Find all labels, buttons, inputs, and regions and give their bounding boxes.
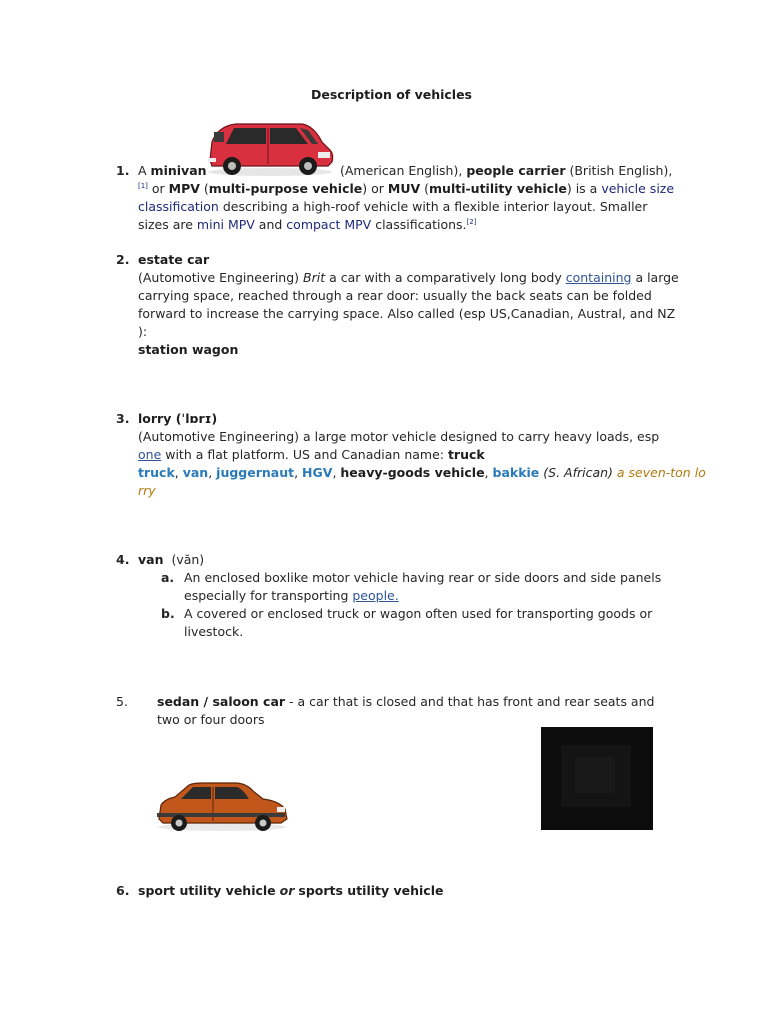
item-6-line-1 xyxy=(138,882,443,900)
term-station-wagon: station wagon xyxy=(138,342,239,357)
term-muv: MUV xyxy=(387,181,421,196)
subitem-a-line-1: An enclosed boxlike motor vehicle having rear or side doors and side panels xyxy=(184,570,662,585)
example-rry: rry xyxy=(138,483,156,498)
example-seven-ton: a seven-ton lo xyxy=(616,465,706,480)
link-van[interactable]: van xyxy=(182,465,209,480)
link-containing[interactable]: containing xyxy=(565,270,632,285)
item-2-line-1 xyxy=(138,269,679,287)
item-5-line-2: two or four doors xyxy=(157,712,265,727)
pronunciation-van: (văn) xyxy=(171,552,205,567)
term-sedan-saloon: sedan / saloon car xyxy=(157,694,286,709)
term-van: van xyxy=(138,552,164,567)
text-or-2: ) or xyxy=(362,181,388,196)
minivan-image xyxy=(204,120,336,178)
term-heavy-goods: heavy-goods vehicle xyxy=(340,465,485,480)
item-number-2: 2. xyxy=(116,252,130,267)
text-classifications: classifications. xyxy=(371,217,467,232)
item-3-term xyxy=(138,410,217,428)
item-3-line-2 xyxy=(138,446,485,464)
subitem-label-b: b. xyxy=(161,606,175,621)
item-number-3: 3. xyxy=(116,411,130,426)
item-2-line-2: carrying space, reached through a rear door: usually the back seats can be folded xyxy=(138,288,652,303)
link-one[interactable]: one xyxy=(138,447,162,462)
item-3-line-4 xyxy=(138,482,156,500)
text-especially: especially for transporting xyxy=(184,588,353,603)
text-closed-car: - a car that is closed and that has front and rear seats and xyxy=(285,694,655,709)
link-vehicle-size[interactable]: vehicle size xyxy=(601,181,675,196)
item-number-5: 5. xyxy=(116,694,128,709)
item-2-line-3: forward to increase the carrying space. Also called (esp US,Canadian, Austral, and NZ xyxy=(138,306,676,321)
item-number-6: 6. xyxy=(116,883,130,898)
link-truck[interactable]: truck xyxy=(138,465,175,480)
term-lorry: lorry (ˈlɒrɪ) xyxy=(138,411,218,426)
term-people-carrier: people carrier xyxy=(466,163,566,178)
link-juggernaut[interactable]: juggernaut xyxy=(216,465,295,480)
text-american-english: (American English), xyxy=(340,163,463,178)
link-hgv[interactable]: HGV xyxy=(302,465,333,480)
text-and: and xyxy=(254,217,287,232)
link-compact-mpv[interactable]: compact MPV xyxy=(286,217,372,232)
link-classification[interactable]: classification xyxy=(138,199,219,214)
link-people[interactable]: people. xyxy=(352,588,399,603)
item-number-4: 4. xyxy=(116,552,130,567)
item-2-term xyxy=(138,251,209,269)
text-brit: Brit xyxy=(303,270,326,285)
dark-photo-image xyxy=(541,727,653,830)
text-auto-eng: (Automotive Engineering) xyxy=(138,270,304,285)
item-5-line-1 xyxy=(157,693,654,711)
item-2-line-4: ): xyxy=(138,324,148,339)
term-truck: truck xyxy=(447,447,485,462)
item-1-line-3 xyxy=(138,198,647,216)
text-or-italic: or xyxy=(279,883,295,898)
text-s-african: (S. African) xyxy=(543,465,613,480)
subitem-b-line-1: A covered or enclosed truck or wagon often used for transporting goods or xyxy=(184,606,653,621)
text-or: or xyxy=(147,181,169,196)
subitem-a-line-2 xyxy=(184,587,399,605)
text-paren: ( xyxy=(199,181,209,196)
item-3-line-1: (Automotive Engineering) a large motor vehicle designed to carry heavy loads, esp xyxy=(138,429,660,444)
sedan-image xyxy=(155,781,289,833)
item-2-line-5 xyxy=(138,341,238,359)
text-is-a: ) is a xyxy=(566,181,602,196)
text-long-body: a car with a comparatively long body xyxy=(325,270,566,285)
item-1-line-4 xyxy=(138,216,476,234)
term-minivan: minivan xyxy=(150,163,207,178)
link-mini-mpv[interactable]: mini MPV xyxy=(196,217,255,232)
citation-1[interactable]: [1] xyxy=(138,181,148,190)
citation-2[interactable]: [2] xyxy=(466,217,477,226)
item-3-line-3: truck, van, juggernaut, HGV, heavy-goods vehicle, bakkie (S. African) a seven-ton lo xyxy=(138,465,706,480)
link-bakkie[interactable]: bakkie xyxy=(492,465,540,480)
item-number-1: 1. xyxy=(116,163,130,178)
item-1-line-2 xyxy=(138,180,674,198)
term-multi-utility: multi-utility vehicle xyxy=(429,181,567,196)
term-sport-utility: sport utility vehicle xyxy=(138,883,276,898)
subitem-label-a: a. xyxy=(161,570,175,585)
item-1-line-1 xyxy=(138,162,207,180)
subitem-b-line-2: livestock. xyxy=(184,624,244,639)
text-flat-platform: with a flat platform. US and Canadian name: xyxy=(161,447,448,462)
text-describing: describing a high-roof vehicle with a flexible interior layout. Smaller xyxy=(218,199,648,214)
page-title: Description of vehicles xyxy=(311,87,472,102)
text-a-large: a large xyxy=(631,270,679,285)
item-4-term xyxy=(138,551,204,569)
term-estate-car: estate car xyxy=(138,252,210,267)
item-1-line-1b xyxy=(340,162,672,180)
term-sports-utility: sports utility vehicle xyxy=(298,883,444,898)
text-paren-2: ( xyxy=(420,181,430,196)
text-sizes-are: sizes are xyxy=(138,217,197,232)
text-a: A xyxy=(138,163,147,178)
term-mpv: MPV xyxy=(168,181,200,196)
term-multi-purpose: multi-purpose vehicle xyxy=(208,181,363,196)
text-british-english: (British English), xyxy=(569,163,673,178)
